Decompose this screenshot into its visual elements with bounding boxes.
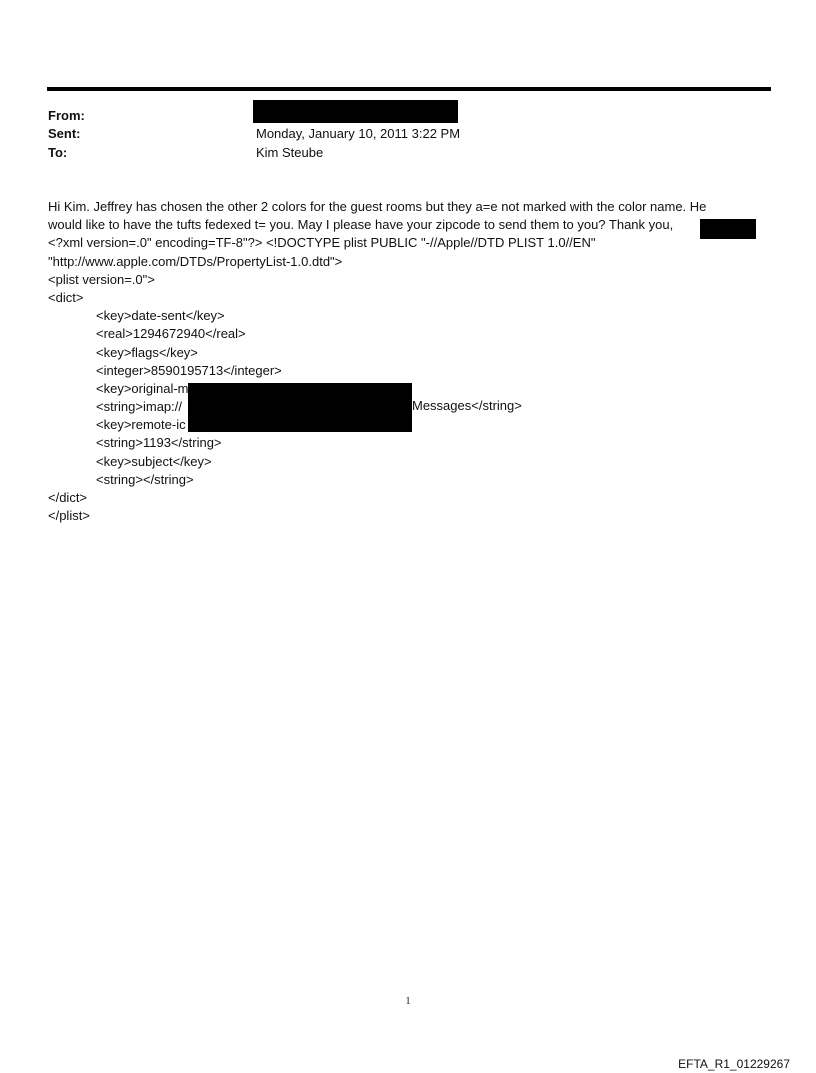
plist-line: <real>1294672940</real>	[96, 326, 246, 342]
body-line: <?xml version=.0" encoding=TF-8"?> <!DOCTYPE plist PUBLIC "-//Apple//DTD PLIST 1.0//EN"	[48, 235, 596, 251]
body-line: <plist version=.0">	[48, 271, 155, 287]
body-line: Hi Kim. Jeffrey has chosen the other 2 colors for the guest rooms but they a=e not marked with the color name. He	[48, 199, 707, 214]
redaction-imap	[188, 383, 412, 432]
sent-value: Monday, January 10, 2011 3:22 PM	[256, 126, 461, 141]
plist-line: <string></string>	[96, 471, 194, 487]
plist-line: <key>subject</key>	[96, 453, 212, 469]
plist-line: <string>1193</string>	[96, 435, 222, 451]
body-line: would like to have the tufts fedexed t= you. May I please have your zipcode to send them to you? Thank you,	[48, 217, 674, 233]
imap-line-tail: Messages</string>	[412, 398, 522, 413]
header-rule	[47, 87, 771, 91]
plist-line: <key>original-m	[96, 380, 189, 396]
page-number: 1	[405, 996, 411, 1007]
redaction-signature	[700, 219, 756, 239]
body-line: <dict>	[48, 289, 84, 305]
plist-line: <integer>8590195713</integer>	[96, 362, 282, 378]
to-value: Kim Steube	[256, 145, 324, 160]
sent-label: Sent:	[48, 126, 81, 141]
plist-line: <key>flags</key>	[96, 344, 198, 360]
to-label: To:	[48, 145, 68, 160]
document-id: EFTA_R1_01229267	[678, 1057, 790, 1071]
from-label: From:	[48, 108, 85, 123]
plist-line: <key>remote-ic	[96, 417, 186, 433]
body-line: "http://www.apple.com/DTDs/PropertyList-1.0.dtd">	[48, 253, 343, 269]
body-line: </dict>	[48, 490, 88, 505]
plist-line: <string>imap://	[96, 399, 182, 415]
plist-line: <key>date-sent</key>	[96, 308, 225, 324]
redaction-from	[253, 100, 458, 123]
body-line: </plist>	[48, 508, 90, 524]
message-body	[48, 198, 760, 525]
